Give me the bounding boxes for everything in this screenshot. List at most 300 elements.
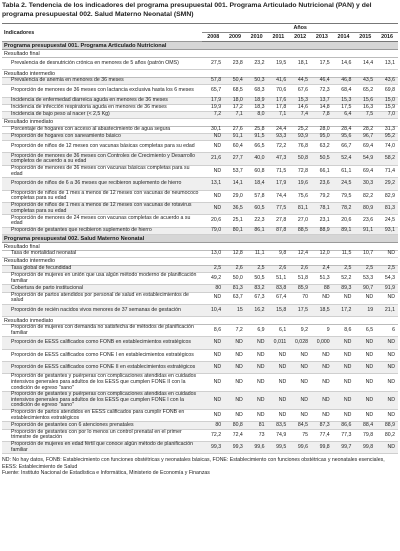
year-header: 2008 <box>202 33 224 42</box>
indicator-value: 70,6 <box>268 85 290 97</box>
indicator-value: 99,8 <box>354 442 376 454</box>
indicator-value: 18,3 <box>246 104 268 111</box>
indicator-value: 2,6 <box>268 265 290 272</box>
abbreviations-note: ND: No hay datos, FONB: Establecimiento con funciones obstétricas y neonatales básicas, FONE: Establecimiento con funciones obstétricas y neonatales esenciales, EESS: Establecimiento de Salud <box>2 457 385 470</box>
indicator-value: 8,6 <box>202 324 224 336</box>
indicator-value: ND <box>333 362 355 374</box>
indicator-label: Porcentaje de hogares con acceso al abastecimiento de agua segura <box>2 126 202 133</box>
year-header: 2014 <box>333 33 355 42</box>
indicator-value: 65,7 <box>202 85 224 97</box>
indicator-value: 75,6 <box>289 190 311 202</box>
indicator-value: 83,5 <box>268 422 290 429</box>
indicator-value: 99,6 <box>289 442 311 454</box>
indicator-label: Incidencia de infección respiratoria aguda en menores de 36 meses <box>2 104 202 111</box>
indicator-label: Tasa de mortalidad neonatal <box>2 250 202 257</box>
indicator-value: 47,3 <box>268 153 290 165</box>
year-header: 2012 <box>289 33 311 42</box>
indicator-value: ND <box>376 392 398 410</box>
indicator-value: 7,0 <box>376 111 398 118</box>
indicator-value: 60,5 <box>246 203 268 215</box>
indicator-label: Proporción de partos atendidos en EESS calificados para cumplir FONB en establecimientos estratégicos <box>2 410 202 422</box>
indicator-value: 8,0 <box>246 111 268 118</box>
indicator-value: 21,1 <box>376 304 398 316</box>
indicator-value: 43,5 <box>354 77 376 84</box>
indicator-value: ND <box>202 349 224 361</box>
indicator-value: 7,1 <box>268 111 290 118</box>
indicator-label: Proporción de partos atendidos por personal de salud en establecimientos de salud <box>2 292 202 304</box>
indicator-label: Proporción de niños de 6 a 36 meses que recibieron suplemento de hierro <box>2 178 202 190</box>
indicator-value: ND <box>202 410 224 422</box>
indicator-value: ND <box>289 349 311 361</box>
indicator-value: 18,0 <box>224 97 246 104</box>
table-row <box>2 203 398 215</box>
indicator-value: 18,4 <box>246 178 268 190</box>
indicator-value: 60,4 <box>224 141 246 153</box>
table-row <box>2 165 398 177</box>
indicator-value: ND <box>202 392 224 410</box>
table-row <box>2 111 398 118</box>
indicator-value: ND <box>333 410 355 422</box>
indicator-value: 44,5 <box>289 77 311 84</box>
indicator-value: 14,1 <box>224 178 246 190</box>
indicator-value: ND <box>311 292 333 304</box>
indicator-value: 88,9 <box>311 227 333 234</box>
indicator-value: 85,9 <box>289 285 311 292</box>
indicator-value: 68,5 <box>224 85 246 97</box>
indicator-value: ND <box>224 410 246 422</box>
indicator-value: ND <box>376 349 398 361</box>
indicator-value: 86,6 <box>333 422 355 429</box>
table-title: Tabla 2. Tendencia de los indicadores del programa presupuestal 001. Programa Articulado Nutricional (PAN) y del programa presupuestal 002. Salud Materno Neonatal (SMN) <box>2 2 372 18</box>
indicator-value: 93,1 <box>376 227 398 234</box>
indicator-value: 99,3 <box>202 442 224 454</box>
indicator-value: ND <box>202 165 224 177</box>
indicator-value: 74,9 <box>268 429 290 441</box>
indicator-value: 53,3 <box>354 272 376 284</box>
indicator-value: 14,4 <box>354 57 376 69</box>
indicator-value: 84,5 <box>289 422 311 429</box>
indicator-value: 28,0 <box>311 126 333 133</box>
indicator-value: 80,1 <box>224 227 246 234</box>
indicator-value: 18,1 <box>289 57 311 69</box>
indicator-label: Proporción de EESS calificados como FONE I en establecimientos estratégicos <box>2 349 202 361</box>
indicator-value: 14,6 <box>289 104 311 111</box>
indicator-value: 18,5 <box>311 304 333 316</box>
indicator-label: Tasa global de fecundidad <box>2 265 202 272</box>
indicator-value: 15,9 <box>376 104 398 111</box>
indicator-value: 49,2 <box>202 272 224 284</box>
section-name: Resultado final <box>2 50 398 58</box>
table-row <box>2 374 398 392</box>
indicator-value: 13,1 <box>202 178 224 190</box>
indicator-value: 2,5 <box>202 265 224 272</box>
indicator-value: 9 <box>311 324 333 336</box>
indicator-value: 96,7 <box>354 133 376 140</box>
table-row <box>2 215 398 227</box>
indicator-value: ND <box>333 349 355 361</box>
indicator-value: 78,2 <box>333 203 355 215</box>
section-name: Resultado intermedio <box>2 70 398 78</box>
indicator-value: 57,8 <box>202 77 224 84</box>
indicator-value: 7,4 <box>289 111 311 118</box>
indicator-value: 69,8 <box>376 85 398 97</box>
indicator-value: ND <box>224 392 246 410</box>
indicator-value: ND <box>333 392 355 410</box>
indicator-label: Prevalencia de anemia en menores de 36 meses <box>2 77 202 84</box>
indicator-label: Proporción de mujeres en edad fértil que conoce algún método de planificación familiar <box>2 442 202 454</box>
table-row <box>2 85 398 97</box>
years-header: Años <box>202 24 398 33</box>
indicator-value: 50,5 <box>246 272 268 284</box>
indicator-value: 80,8 <box>224 422 246 429</box>
indicator-value: 2,5 <box>354 265 376 272</box>
indicator-value: 50,0 <box>224 272 246 284</box>
indicator-value: ND <box>311 362 333 374</box>
indicator-value: 80 <box>202 285 224 292</box>
indicator-value: 87,3 <box>311 422 333 429</box>
indicator-value: 6,5 <box>354 324 376 336</box>
indicator-value: 13,7 <box>311 97 333 104</box>
indicator-value: 24,5 <box>333 178 355 190</box>
indicator-value: 91,1 <box>224 133 246 140</box>
indicator-value: 81,3 <box>376 203 398 215</box>
indicator-label: Proporción de menores de 36 meses con Controles de Crecimiento y Desarrollo completos de acuerdo a su edad <box>2 153 202 165</box>
indicator-value: ND <box>202 133 224 140</box>
indicator-value: 95,2 <box>376 133 398 140</box>
indicator-label: Proporción de mujeres en unión que usa algún método moderno de planificación familiar <box>2 272 202 284</box>
indicator-value: 77,4 <box>311 429 333 441</box>
indicator-value: 6,9 <box>246 324 268 336</box>
indicator-value: 2,5 <box>333 265 355 272</box>
indicator-value: 68,4 <box>333 85 355 97</box>
indicator-value: 91,9 <box>376 285 398 292</box>
indicator-value: 52,4 <box>333 153 355 165</box>
indicator-label: Proporción de menores de 36 meses con lactancia exclusiva hasta los 6 meses <box>2 85 202 97</box>
indicator-value: 67,3 <box>246 292 268 304</box>
indicator-value: ND <box>311 410 333 422</box>
indicator-value: ND <box>333 292 355 304</box>
indicator-value: 11,5 <box>333 250 355 257</box>
indicator-value: 23,6 <box>354 215 376 227</box>
indicator-value: ND <box>333 337 355 349</box>
indicator-value: 9,2 <box>289 324 311 336</box>
table-row <box>2 392 398 410</box>
indicator-value: 20,6 <box>202 215 224 227</box>
indicator-value: 27,7 <box>224 153 246 165</box>
indicator-value: ND <box>311 349 333 361</box>
program-header-row <box>2 235 398 243</box>
indicator-value: ND <box>311 392 333 410</box>
indicator-value: 73 <box>246 429 268 441</box>
indicator-value: ND <box>354 392 376 410</box>
table-row <box>2 153 398 165</box>
indicator-value: 11,1 <box>246 250 268 257</box>
indicator-value: 6 <box>376 324 398 336</box>
table-row <box>2 324 398 336</box>
indicator-value: 18,9 <box>246 97 268 104</box>
indicator-value: 82,2 <box>354 190 376 202</box>
indicator-value: 43,6 <box>376 77 398 84</box>
indicator-value: 50,3 <box>246 77 268 84</box>
indicator-value: ND <box>354 362 376 374</box>
indicator-value: 81,1 <box>289 203 311 215</box>
indicator-value: 17,5 <box>311 57 333 69</box>
indicator-label: Incidencia de enfermedad diarreica aguda en menores de 36 meses <box>2 97 202 104</box>
indicator-value: 54,3 <box>376 272 398 284</box>
indicator-value: 20,6 <box>333 215 355 227</box>
year-header: 2009 <box>224 33 246 42</box>
indicator-value: 83,8 <box>268 285 290 292</box>
indicator-value: ND <box>202 190 224 202</box>
table-row <box>2 292 398 304</box>
indicator-value: 9,8 <box>268 250 290 257</box>
indicator-value: ND <box>333 374 355 392</box>
indicator-value: 6,4 <box>333 111 355 118</box>
indicator-value: 88,5 <box>289 227 311 234</box>
indicator-value: 99,3 <box>224 442 246 454</box>
indicator-value: 19,5 <box>268 57 290 69</box>
indicator-value: 54,9 <box>354 153 376 165</box>
section-name: Resultado final <box>2 243 398 251</box>
indicator-value: 50,5 <box>311 153 333 165</box>
indicator-value: ND <box>246 392 268 410</box>
indicator-label: Proporción de EESS calificados como FONB en establecimientos estratégicos <box>2 337 202 349</box>
indicator-value: ND <box>202 362 224 374</box>
indicators-table <box>2 23 398 454</box>
section-name: Resultado inmediato <box>2 317 398 325</box>
table-row <box>2 133 398 140</box>
indicator-value: 27,8 <box>268 215 290 227</box>
indicator-value: 51,1 <box>268 272 290 284</box>
indicator-value: 12,4 <box>289 250 311 257</box>
indicator-value: 82,9 <box>376 190 398 202</box>
indicator-value: ND <box>246 349 268 361</box>
indicator-value: ND <box>289 362 311 374</box>
year-header: 2015 <box>354 33 376 42</box>
indicator-value: 15,6 <box>354 97 376 104</box>
indicator-value: ND <box>268 410 290 422</box>
indicator-value: 66,5 <box>246 141 268 153</box>
indicator-label: Proporción de gestantes con 6 atenciones prenatales <box>2 422 202 429</box>
indicator-value: 24,4 <box>268 126 290 133</box>
indicator-value: 68,3 <box>246 85 268 97</box>
indicator-value: 10,7 <box>354 250 376 257</box>
table-row <box>2 250 398 257</box>
indicator-value: 28,2 <box>354 126 376 133</box>
indicator-value: 17,2 <box>224 104 246 111</box>
indicator-value: 17,5 <box>289 304 311 316</box>
indicator-value: 66,1 <box>311 165 333 177</box>
indicator-value: 95,6 <box>333 133 355 140</box>
indicator-value: 19,9 <box>202 104 224 111</box>
indicator-label: Cobertura de parto institucional <box>2 285 202 292</box>
indicator-value: 25,1 <box>224 215 246 227</box>
indicator-value: 7,5 <box>354 111 376 118</box>
indicator-value: 91,5 <box>246 133 268 140</box>
indicator-value: 2,4 <box>311 265 333 272</box>
indicator-value: 76,8 <box>289 141 311 153</box>
indicator-value: 30,3 <box>354 178 376 190</box>
indicator-value: 74,4 <box>268 190 290 202</box>
indicator-value: 86,1 <box>246 227 268 234</box>
indicator-value: 16,3 <box>354 104 376 111</box>
indicator-value: 93,3 <box>268 133 290 140</box>
indicator-value: 2,5 <box>376 265 398 272</box>
indicator-label: Prevalencia de desnutrición crónica en menores de 5 años (patrón OMS) <box>2 57 202 69</box>
indicator-value: ND <box>202 374 224 392</box>
indicator-value: ND <box>289 392 311 410</box>
indicator-value: 7,1 <box>224 111 246 118</box>
indicator-value: 25,2 <box>289 126 311 133</box>
indicator-value: 27,0 <box>289 215 311 227</box>
indicator-value: 80,2 <box>376 429 398 441</box>
indicator-value: 80 <box>202 422 224 429</box>
indicator-value: 40,0 <box>246 153 268 165</box>
year-header: 2016 <box>376 33 398 42</box>
indicator-value: 63,7 <box>224 292 246 304</box>
indicator-value: 8,6 <box>333 324 355 336</box>
indicator-value: 31,3 <box>376 126 398 133</box>
table-row <box>2 362 398 374</box>
indicator-value: 51,3 <box>311 272 333 284</box>
indicator-value: 23,6 <box>311 178 333 190</box>
indicator-value: 16,2 <box>246 304 268 316</box>
indicator-value: 69,4 <box>354 141 376 153</box>
indicator-label: Proporción de menores de 36 meses con vacunas básicas completas para su edad <box>2 165 202 177</box>
indicator-value: 36,5 <box>224 203 246 215</box>
indicator-value: 65,2 <box>354 85 376 97</box>
indicator-value: 0,011 <box>268 337 290 349</box>
table-row <box>2 442 398 454</box>
indicator-value: 90,7 <box>354 285 376 292</box>
indicator-value: ND <box>224 362 246 374</box>
indicator-label: Proporción de gestantes y puérperas con complicaciones atendidas en cuidados intensivos generales para adultos de los EESS que cumplen FONE I con la condición de egreso "sano" <box>2 392 202 410</box>
indicator-value: 75 <box>289 429 311 441</box>
indicator-value: 24,5 <box>376 215 398 227</box>
table-row <box>2 304 398 316</box>
indicator-value: ND <box>354 374 376 392</box>
indicator-value: 72,2 <box>202 429 224 441</box>
indicator-value: ND <box>376 442 398 454</box>
indicator-value: 7,2 <box>224 324 246 336</box>
indicator-label: Proporción de niños de 1 mes a menos de 12 meses con vacunas de neumococo completas para su edad <box>2 190 202 202</box>
indicator-label: Proporción de menores de 24 meses con vacunas completas de acuerdo a su edad <box>2 215 202 227</box>
indicator-value: 14,8 <box>311 104 333 111</box>
indicator-value: 74,0 <box>376 141 398 153</box>
indicator-value: 46,4 <box>311 77 333 84</box>
indicator-value: 87,8 <box>268 227 290 234</box>
indicator-value: ND <box>268 362 290 374</box>
indicator-value: 29,0 <box>224 190 246 202</box>
indicator-value: ND <box>354 410 376 422</box>
section-name: Resultado inmediato <box>2 119 398 127</box>
indicator-value: 27,5 <box>202 57 224 69</box>
indicator-value: 2,6 <box>289 265 311 272</box>
indicator-value: ND <box>376 250 398 257</box>
indicator-value: 2,6 <box>224 265 246 272</box>
indicator-value: 79,8 <box>354 429 376 441</box>
program-name: Programa presupuestal 001. Programa Articulado Nutricional <box>2 42 398 50</box>
indicator-label: Proporción de gestantes con por lo menos un control prenatal en el primer trimestre de gestación <box>2 429 202 441</box>
indicator-label: Proporción de niños de 12 meses con vacunas básicas completas para su edad <box>2 141 202 153</box>
indicator-value: 12,8 <box>224 250 246 257</box>
indicator-value: 23,1 <box>311 215 333 227</box>
indicator-value: 28,4 <box>333 126 355 133</box>
indicator-value: ND <box>289 374 311 392</box>
indicator-value: ND <box>224 374 246 392</box>
indicator-value: 99,7 <box>333 442 355 454</box>
indicator-value: 72,8 <box>289 165 311 177</box>
indicator-value: 79,2 <box>311 190 333 202</box>
indicator-value: 25,8 <box>246 126 268 133</box>
indicator-value: 71,5 <box>268 165 290 177</box>
table-row <box>2 227 398 234</box>
indicator-value: 12,0 <box>311 250 333 257</box>
indicator-value: 13,0 <box>202 250 224 257</box>
table-row <box>2 337 398 349</box>
indicator-value: 17,8 <box>268 104 290 111</box>
indicator-value: ND <box>246 410 268 422</box>
indicator-label: Proporción de recién nacidos vivos menores de 37 semanas de gestación <box>2 304 202 316</box>
indicator-value: 21,6 <box>202 153 224 165</box>
indicator-value: 99,6 <box>246 442 268 454</box>
indicator-value: ND <box>376 362 398 374</box>
indicator-value: ND <box>246 362 268 374</box>
indicator-label: Proporción de EESS calificados como FONE II en establecimientos estratégicos <box>2 362 202 374</box>
indicator-value: 95,0 <box>311 133 333 140</box>
indicator-value: 29,2 <box>376 178 398 190</box>
table-row <box>2 272 398 284</box>
indicator-value: 66,7 <box>333 141 355 153</box>
indicator-value: 60,8 <box>246 165 268 177</box>
table-row <box>2 349 398 361</box>
indicator-value: 79,0 <box>202 227 224 234</box>
table-row <box>2 57 398 69</box>
indicator-value: 99,8 <box>311 442 333 454</box>
indicator-value: ND <box>268 349 290 361</box>
indicator-label: Incidencia de bajo peso al nacer (< 2,5 Kg) <box>2 111 202 118</box>
indicator-value: 46,8 <box>333 77 355 84</box>
indicator-value: 0,028 <box>289 337 311 349</box>
indicator-value: 69,4 <box>354 165 376 177</box>
program-header-row <box>2 42 398 50</box>
indicator-value: 19 <box>354 304 376 316</box>
indicator-value: ND <box>202 292 224 304</box>
table-row <box>2 429 398 441</box>
indicator-value: 15,3 <box>333 97 355 104</box>
indicator-value: 10,4 <box>202 304 224 316</box>
indicator-label: Proporción de niños de 1 mes a menos de 12 meses con vacunas de rotavirus completas para su edad <box>2 203 202 215</box>
indicator-value: 15,0 <box>376 97 398 104</box>
indicator-value: 72,2 <box>268 141 290 153</box>
year-header: 2011 <box>268 33 290 42</box>
indicator-value: 50,4 <box>224 77 246 84</box>
indicator-value: ND <box>376 292 398 304</box>
indicator-value: 53,7 <box>224 165 246 177</box>
indicator-value: ND <box>224 349 246 361</box>
indicator-value: 17,5 <box>333 104 355 111</box>
indicator-value: ND <box>376 374 398 392</box>
indicator-value: ND <box>202 203 224 215</box>
indicator-value: 91,1 <box>354 227 376 234</box>
indicator-value: 14,6 <box>333 57 355 69</box>
indicator-value: 52,2 <box>333 272 355 284</box>
indicator-value: ND <box>202 141 224 153</box>
indicator-value: 0,000 <box>311 337 333 349</box>
indicator-value: 70 <box>289 292 311 304</box>
indicator-value: 93,9 <box>289 133 311 140</box>
indicator-value: ND <box>354 337 376 349</box>
